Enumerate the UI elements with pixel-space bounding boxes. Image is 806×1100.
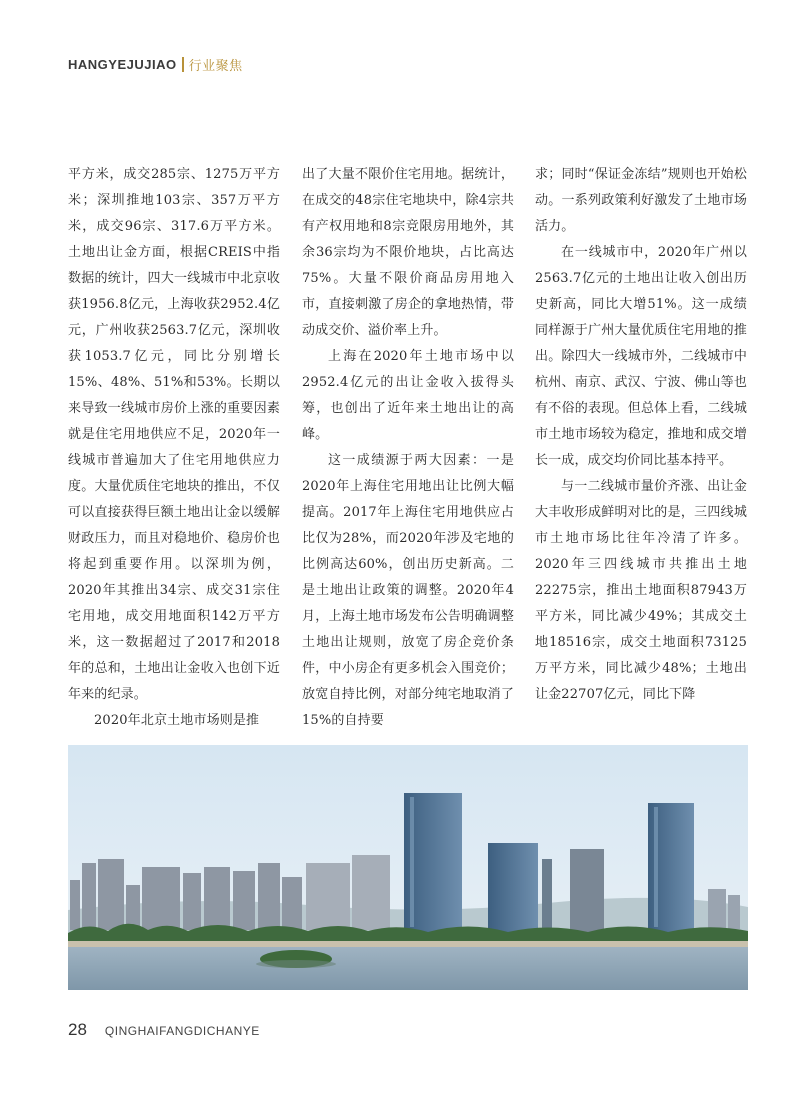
paragraph: 在一线城市中，2020年广州以2563.7亿元的土地出让收入创出历史新高，同比大增51%。这一成绩同样源于广州大量优质住宅用地的推出。除四大一线城市外，二线城市中杭州、南京、武汉、宁波、佛山等也有不俗的表现。但总体上看，二线城市土地市场较为稳定，推地和成交增长一成，成交均价同比基本持平。 [535,245,747,468]
text-column-3 [535,162,747,708]
paragraph: 平方米，成交285宗、1275万平方米；深圳推地103宗、357万平方米，成交96宗、317.6万平方米。土地出让金方面，根据CREIS中指数据的统计，四大一线城市中北京收获1956.8亿元，上海收获2952.4亿元，广州收获2563.7亿元，深圳收获1053.7亿元，同比分别增长15%、48%、51%和53%。长期以来导致一线城市房价上涨的重要因素就是住宅用地供应不足，2020年一线城市普遍加大了住宅用地供应力度。大量优质住宅地块的推出，不仅可以直接获得巨额土地出让金以缓解财政压力，而且对稳地价、稳房价也将起到重要作用。以深圳为例，2020年其推出34宗、成交31宗住宅用地，成交用地面积142万平方米，这一数据超过了2017和2018年的总和，土地出让金收入也创下近年来的纪录。 [68,167,280,702]
magazine-name: QINGHAIFANGDICHANYE [104,1024,260,1038]
page-footer [68,1020,260,1040]
header-section: 行业聚焦 [188,59,243,74]
section-header [68,55,243,74]
paragraph: 这一成绩源于两大因素：一是2020年上海住宅用地出让比例大幅提高。2017年上海住宅用地供应占比仅为28%，而2020年涉及宅地的比例高达60%，创出历史新高。二是土地出让政策的调整。2020年4月，上海土地市场发布公告明确调整土地出让规则，放宽了房企竞价条件，中小房企有更多机会入围竞价；放宽自持比例，对部分纯宅地取消了15%的自持要 [302,453,514,728]
paragraph: 2020年北京土地市场则是推 [94,713,260,728]
header-divider [182,57,184,72]
text-column-2 [302,162,514,734]
paragraph: 上海在2020年土地市场中以2952.4亿元的出让金收入拔得头筹，也创出了近年来土地出让的高峰。 [302,349,514,442]
paragraph: 求；同时“保证金冻结”规则也开始松动。一系列政策利好激发了土地市场活力。 [535,167,747,234]
city-skyline-photo [68,745,748,990]
paragraph: 与一二线城市量价齐涨、出让金大丰收形成鲜明对比的是，三四线城市土地市场比往年冷清了许多。2020年三四线城市共推出土地22275宗，推出土地面积87943万平方米，同比减少49%；其成交土地18516宗，成交土地面积73125万平方米，同比减少48%；土地出让金22707亿元，同比下降 [535,479,747,702]
text-column-1 [68,162,280,734]
paragraph: 出了大量不限价住宅用地。据统计，在成交的48宗住宅地块中，除4宗共有产权用地和8宗竞限房用地外，其余36宗均为不限价地块，占比高达75%。大量不限价商品房用地入市，直接刺激了房企的拿地热情，带动成交价、溢价率上升。 [302,167,514,338]
header-brand: HANGYEJUJIAO [68,57,177,72]
page-number: 28 [68,1020,87,1039]
